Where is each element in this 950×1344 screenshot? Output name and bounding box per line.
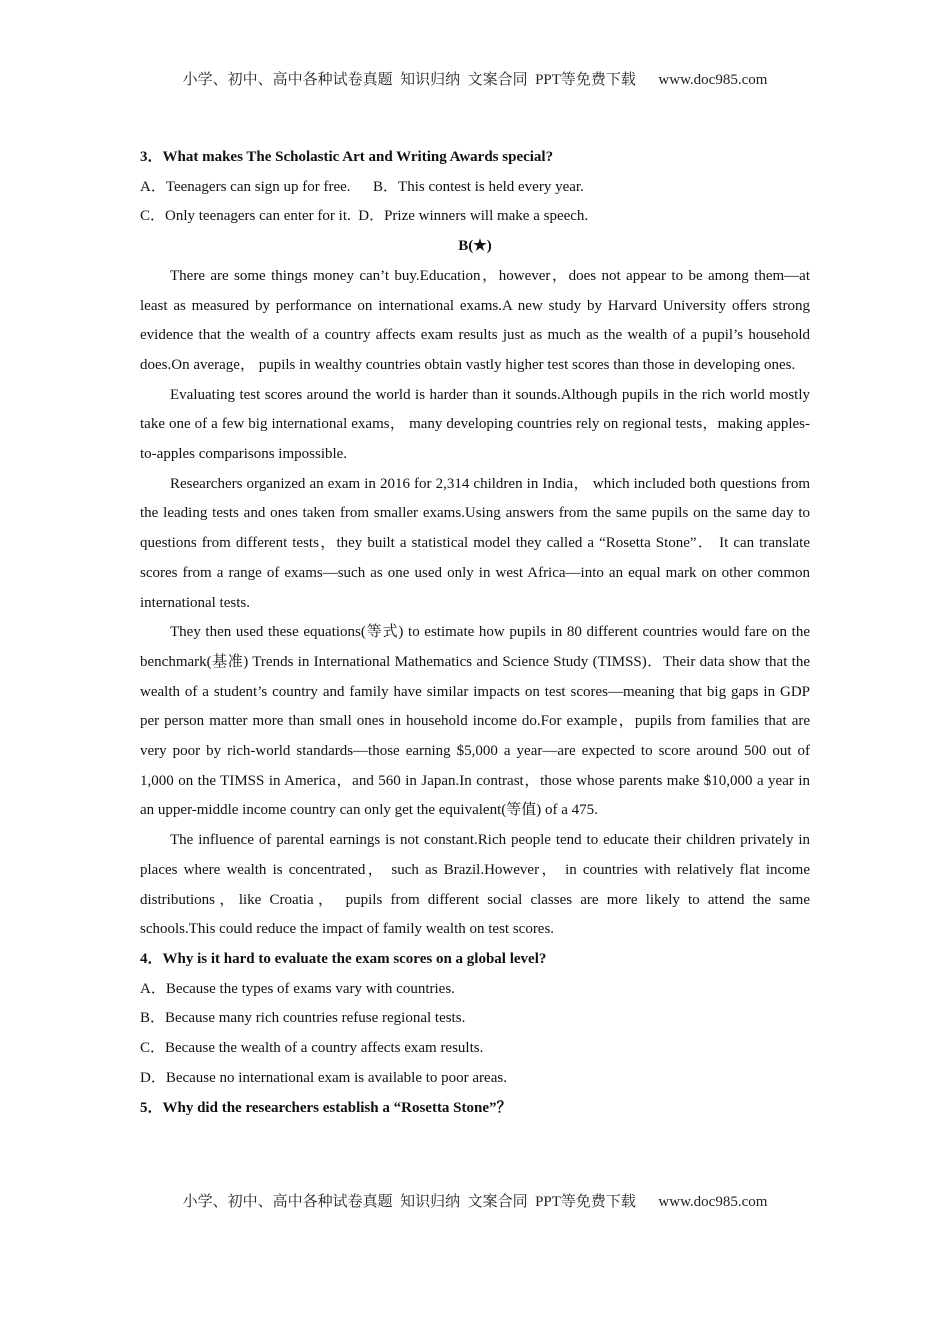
question-4-option-b: B．Because many rich countries refuse regional tests. bbox=[140, 1010, 466, 1027]
document-body bbox=[140, 143, 810, 1123]
question-3-title: 3．What makes The Scholastic Art and Writing Awards special? bbox=[140, 149, 554, 165]
passage-paragraph-4: They then used these equations(等式) to estimate how pupils in 80 different countries would fare on the benchmark(基准) Trends in International Mathematics and Science Study (TIMSS)．Their data show that the wealth of a student’s country and family have similar impacts on test scores—meaning that big gaps in GDP per person matter more than small ones in household income do.For example，pupils from families that are very poor by rich-world standards—those earning $5,000 a year—are expected to score around 500 out of 1,000 on the TIMSS in America，and 560 in Japan.In contrast，those whose parents make $10,000 a year in an upper-middle income country can only get the equivalent(等值) of a 475. bbox=[140, 624, 810, 819]
question-4-option-a: A．Because the types of exams vary with countries. bbox=[140, 980, 455, 997]
question-3-options-ab: A．Teenagers can sign up for free. B．This contest is held every year. bbox=[140, 178, 584, 195]
passage-paragraph-1: There are some things money can’t buy.Education，however，does not appear to be among them—at least as measured by performance on international exams.A new study by Harvard University offers strong evidence that the wealth of a country affects exam results just as much as the wealth of a pupil’s household does.On average， pupils in wealthy countries obtain vastly higher test scores than those in developing ones. bbox=[140, 267, 810, 373]
question-4-title: 4．Why is it hard to evaluate the exam scores on a global level? bbox=[140, 950, 547, 967]
section-b-heading: B(★) bbox=[458, 238, 492, 255]
page-header: 小学、初中、高中各种试卷真题 知识归纳 文案合同 PPT等免费下载 www.doc985.com bbox=[182, 72, 768, 88]
passage-paragraph-5: The influence of parental earnings is not constant.Rich people tend to educate their children privately in places where wealth is concentrated， such as Brazil.However， in countries with relatively flat income distributions，like Croatia， pupils from different social classes are more likely to attend the same schools.This could reduce the impact of family wealth on test scores. bbox=[140, 832, 810, 938]
passage-paragraph-3: Researchers organized an exam in 2016 for 2,314 children in India， which included both questions from the leading tests and ones taken from smaller exams.Using answers from the same pupils on the same day to questions from different tests，they built a statistical model they called a “Rosetta Stone”． It can translate scores from a range of exams—such as one used only in west Africa—into an equal mark on other common international tests. bbox=[140, 475, 810, 611]
page-footer: 小学、初中、高中各种试卷真题 知识归纳 文案合同 PPT等免费下载 www.doc985.com bbox=[182, 1194, 768, 1210]
question-4-option-c: C．Because the wealth of a country affects exam results. bbox=[140, 1040, 484, 1057]
question-4-option-d: D．Because no international exam is available to poor areas. bbox=[140, 1069, 507, 1086]
passage-paragraph-2: Evaluating test scores around the world is harder than it sounds.Although pupils in the rich world mostly take one of a few big international exams， many developing countries rely on regional tests，making apples-to-apples comparisons impossible. bbox=[140, 386, 810, 463]
question-3-options-cd: C．Only teenagers can enter for it. D．Prize winners will make a speech. bbox=[140, 208, 589, 225]
question-5-title: 5．Why did the researchers establish a “Rosetta Stone”？ bbox=[140, 1099, 512, 1116]
